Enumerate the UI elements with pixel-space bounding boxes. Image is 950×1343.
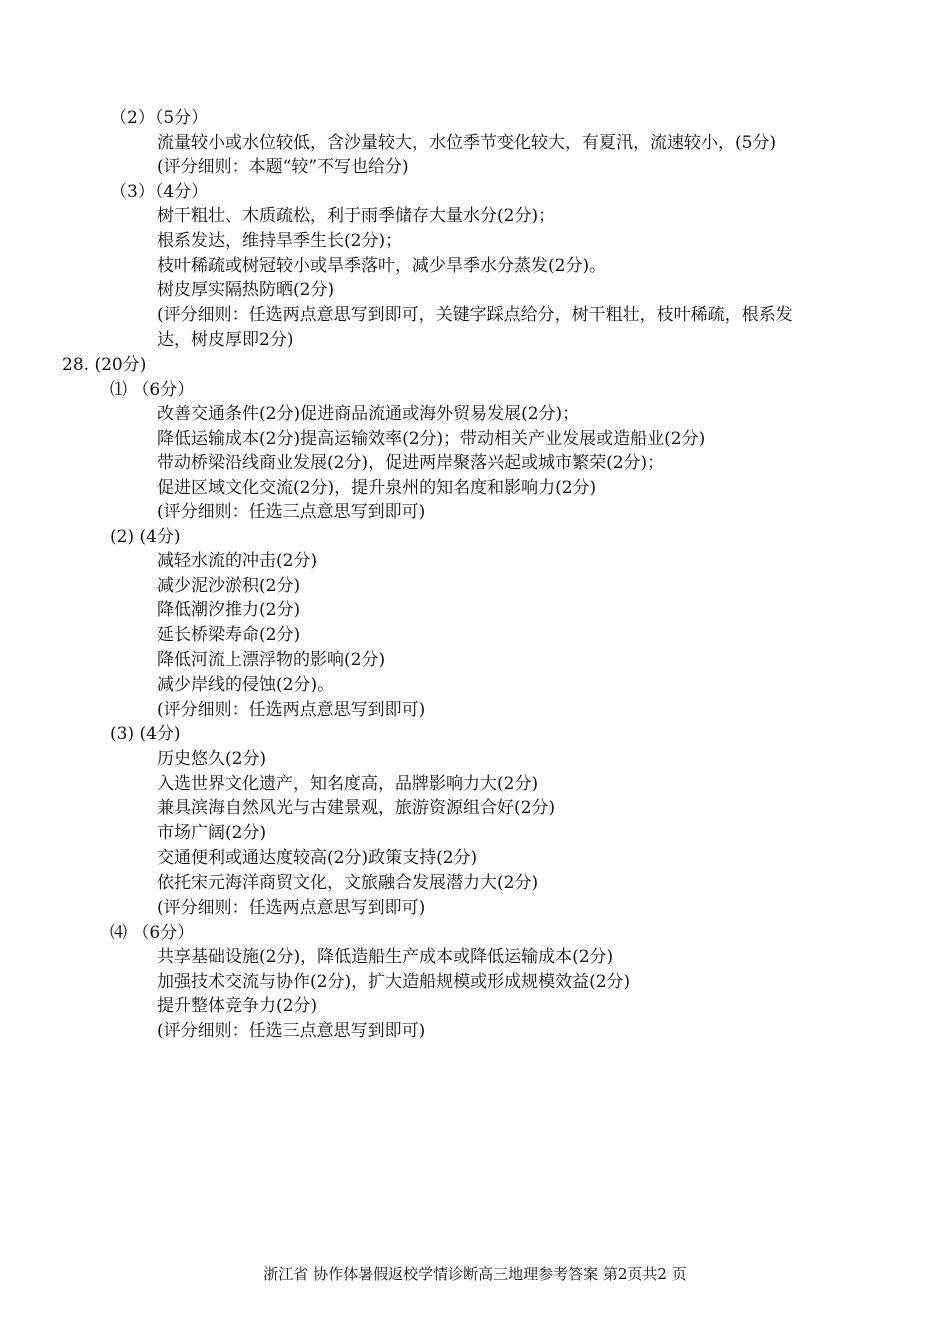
sub-question-number: （3）（4分） bbox=[110, 182, 209, 202]
page-footer: 浙江省 协作体暑假返校学情诊断高三地理参考答案 第2页共2 页 bbox=[263, 1265, 687, 1283]
answer-line: (评分细则：任选三点意思写到即可) bbox=[157, 1021, 426, 1041]
sub-question-number: （2）（5分） bbox=[110, 108, 209, 128]
answer-line: 提升整体竞争力(2分) bbox=[157, 996, 318, 1016]
sub-question-number: ⑴ （6分） bbox=[110, 380, 195, 400]
answer-line: 促进区域文化交流(2分)，提升泉州的知名度和影响力(2分) bbox=[157, 478, 597, 498]
answer-line: 枝叶稀疏或树冠较小或旱季落叶，减少旱季水分蒸发(2分)。 bbox=[157, 256, 607, 276]
answer-line: 历史悠久(2分) bbox=[157, 749, 267, 769]
answer-line: 入选世界文化遗产，知名度高，品牌影响力大(2分) bbox=[157, 774, 539, 794]
answer-line: (评分细则：本题“较”不写也给分) bbox=[157, 157, 409, 177]
answer-line: 降低运输成本(2分)提高运输效率(2分)；带动相关产业发展或造船业(2分) bbox=[157, 429, 706, 449]
answer-line: 依托宋元海洋商贸文化，文旅融合发展潜力大(2分) bbox=[157, 873, 539, 893]
answer-line: 带动桥梁沿线商业发展(2分)，促进两岸聚落兴起或城市繁荣(2分)； bbox=[157, 453, 665, 473]
answer-line: 延长桥梁寿命(2分) bbox=[157, 625, 301, 645]
sub-question-number: ⑷ （6分） bbox=[110, 923, 195, 943]
answer-line: 改善交通条件(2分)促进商品流通或海外贸易发展(2分)； bbox=[157, 404, 580, 424]
answer-line: (评分细则：任选两点意思写到即可) bbox=[157, 700, 426, 720]
answer-line: 树皮厚实隔热防晒(2分) bbox=[157, 280, 335, 300]
answer-line: (评分细则：任选两点意思写到即可，关键字踩点给分，树干粗壮，枝叶稀疏，根系发 bbox=[157, 305, 793, 325]
answer-line: 流量较小或水位较低，含沙量较大，水位季节变化较大，有夏汛，流速较小，(5分) bbox=[157, 133, 777, 153]
answer-line: 市场广阔(2分) bbox=[157, 823, 267, 843]
answer-line: 树干粗壮、木质疏松，利于雨季储存大量水分(2分)； bbox=[157, 206, 556, 226]
sub-question-number: (2) (4分) bbox=[110, 527, 181, 547]
answer-line: 根系发达，维持旱季生长(2分)； bbox=[157, 231, 403, 251]
sub-question-number: (3) (4分) bbox=[110, 724, 181, 744]
question-number: 28. (20分) bbox=[62, 355, 147, 375]
answer-line: 共享基础设施(2分)，降低造船生产成本或降低运输成本(2分) bbox=[157, 947, 614, 967]
answer-line: 加强技术交流与协作(2分)，扩大造船规模或形成规模效益(2分) bbox=[157, 972, 631, 992]
answer-line: 达，树皮厚即2分) bbox=[157, 330, 294, 350]
answer-line: 交通便利或通达度较高(2分)政策支持(2分) bbox=[157, 848, 478, 868]
answer-line: 降低河流上漂浮物的影响(2分) bbox=[157, 650, 386, 670]
answer-line: 降低潮汐推力(2分) bbox=[157, 600, 301, 620]
answer-line: 减少泥沙淤积(2分) bbox=[157, 576, 301, 596]
answer-line: 减少岸线的侵蚀(2分)。 bbox=[157, 675, 335, 695]
answer-line: 兼具滨海自然风光与古建景观，旅游资源组合好(2分) bbox=[157, 798, 556, 818]
answer-line: (评分细则：任选两点意思写到即可) bbox=[157, 898, 426, 918]
answer-line: 减轻水流的冲击(2分) bbox=[157, 551, 318, 571]
answer-line: (评分细则：任选三点意思写到即可) bbox=[157, 502, 426, 522]
